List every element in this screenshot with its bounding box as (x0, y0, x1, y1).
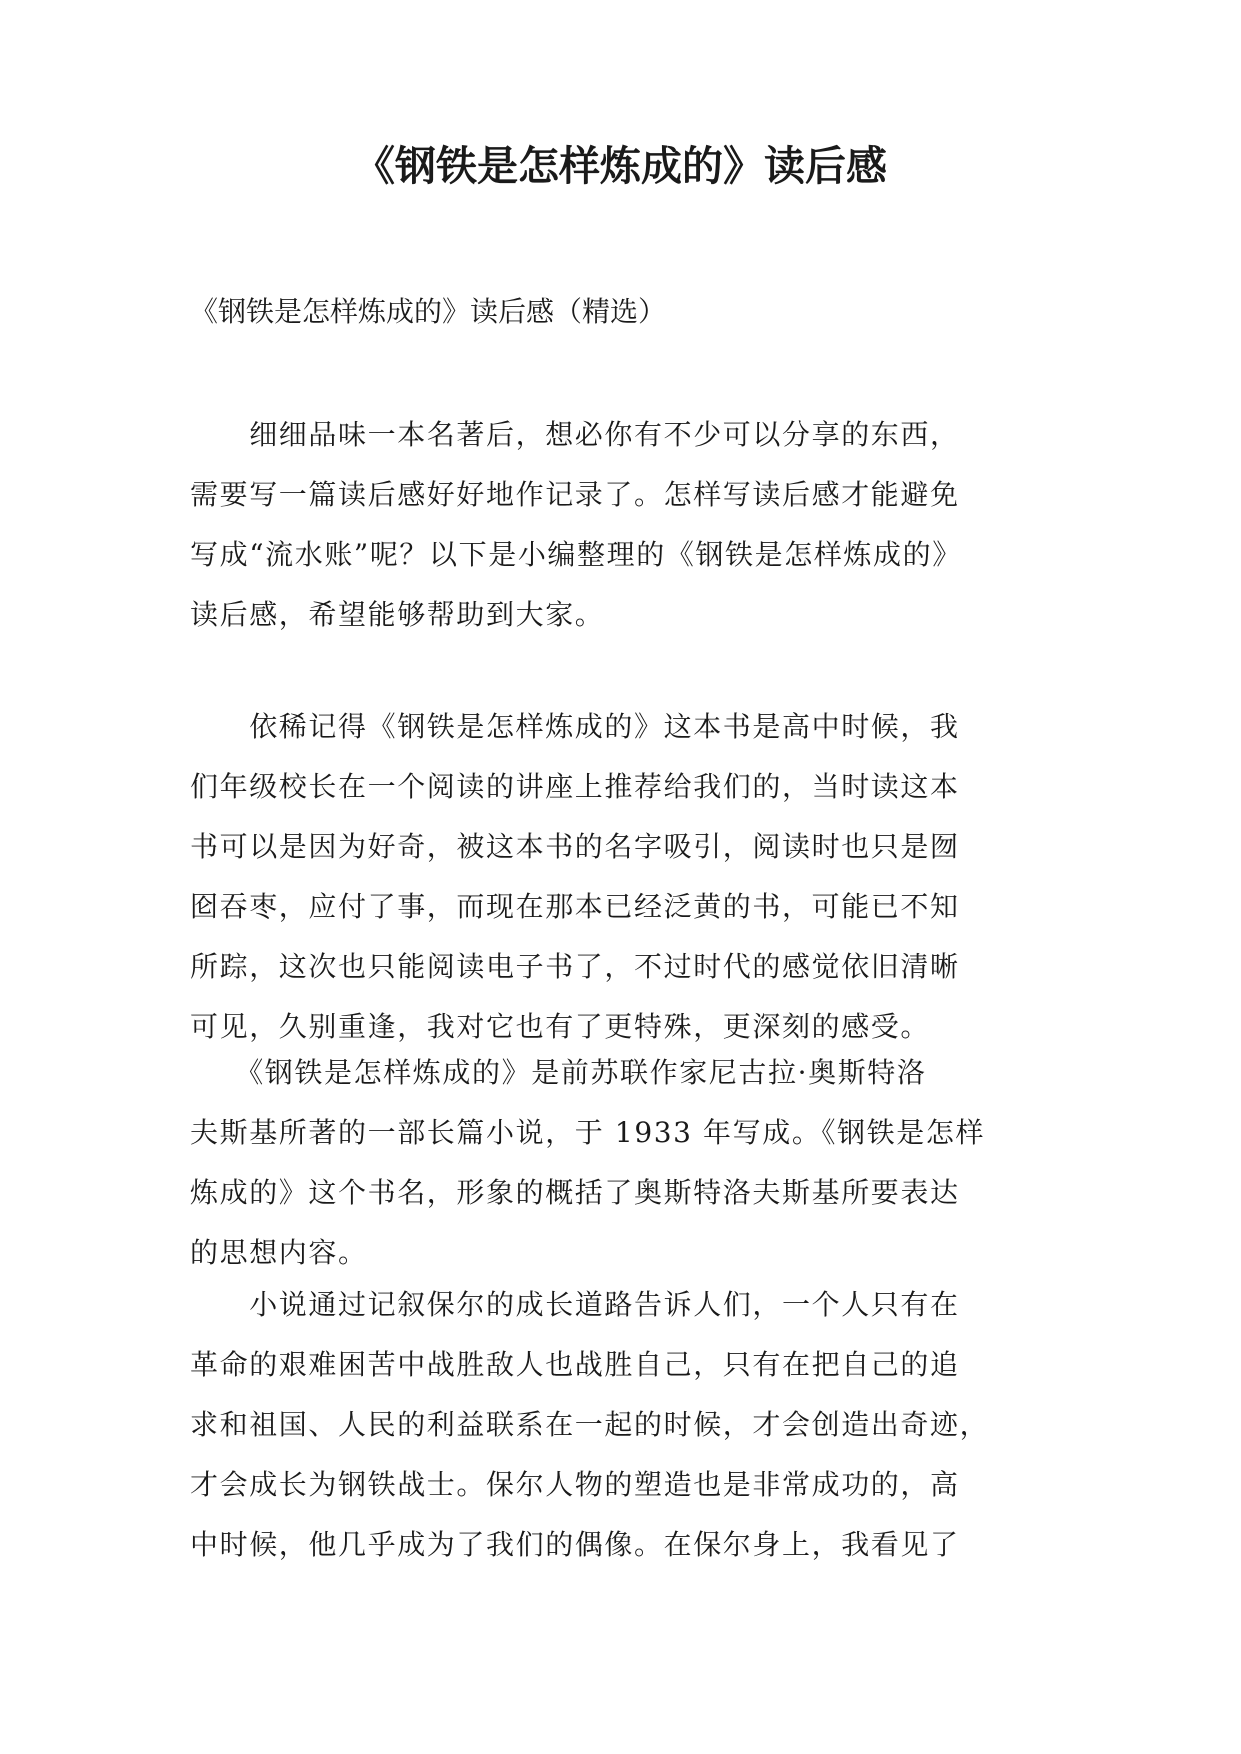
paragraph-recollection (190, 697, 1060, 1057)
text-line: 所踪，这次也只能阅读电子书了，不过时代的感觉依旧清晰 (190, 950, 960, 983)
text-line: 夫斯基所著的一部长篇小说，于 1933 年写成。《钢铁是怎样 (190, 1116, 986, 1149)
document-title: 《钢铁是怎样炼成的》读后感 (354, 142, 887, 190)
paragraph-about-book (190, 1043, 1060, 1283)
text-line: 们年级校长在一个阅读的讲座上推荐给我们的，当时读这本 (190, 770, 960, 803)
text-line: 的思想内容。 (190, 1236, 368, 1269)
text-line: 求和祖国、人民的利益联系在一起的时候，才会创造出奇迹， (190, 1408, 990, 1441)
text-line: 需要写一篇读后感好好地作记录了。怎样写读后感才能避免 (190, 478, 960, 511)
text-line: 写成“流水账”呢？以下是小编整理的《钢铁是怎样炼成的》 (190, 538, 962, 571)
text-line: 小说通过记叙保尔的成长道路告诉人们，一个人只有在 (190, 1288, 960, 1321)
text-line: 炼成的》这个书名，形象的概括了奥斯特洛夫斯基所要表达 (190, 1176, 960, 1209)
paragraph-theme (190, 1275, 1060, 1575)
text-line: 革命的艰难困苦中战胜敌人也战胜自己，只有在把自己的追 (190, 1348, 960, 1381)
text-line: 可见，久别重逢，我对它也有了更特殊，更深刻的感受。 (190, 1010, 931, 1043)
text-line: 细细品味一本名著后，想必你有不少可以分享的东西， (190, 418, 960, 451)
text-line: 读后感，希望能够帮助到大家。 (190, 598, 605, 631)
text-line: 囵吞枣，应付了事，而现在那本已经泛黄的书，可能已不知 (190, 890, 960, 923)
text-line: 中时候，他几乎成为了我们的偶像。在保尔身上，我看见了 (190, 1528, 960, 1561)
document-subtitle: 《钢铁是怎样炼成的》读后感（精选） (190, 295, 667, 328)
text-line: 书可以是因为好奇，被这本书的名字吸引，阅读时也只是囫 (190, 830, 960, 863)
text-line: 《钢铁是怎样炼成的》是前苏联作家尼古拉·奥斯特洛 (190, 1056, 927, 1089)
text-line: 依稀记得《钢铁是怎样炼成的》这本书是高中时候，我 (190, 710, 960, 743)
paragraph-intro (190, 405, 1060, 645)
text-line: 才会成长为钢铁战士。保尔人物的塑造也是非常成功的，高 (190, 1468, 960, 1501)
